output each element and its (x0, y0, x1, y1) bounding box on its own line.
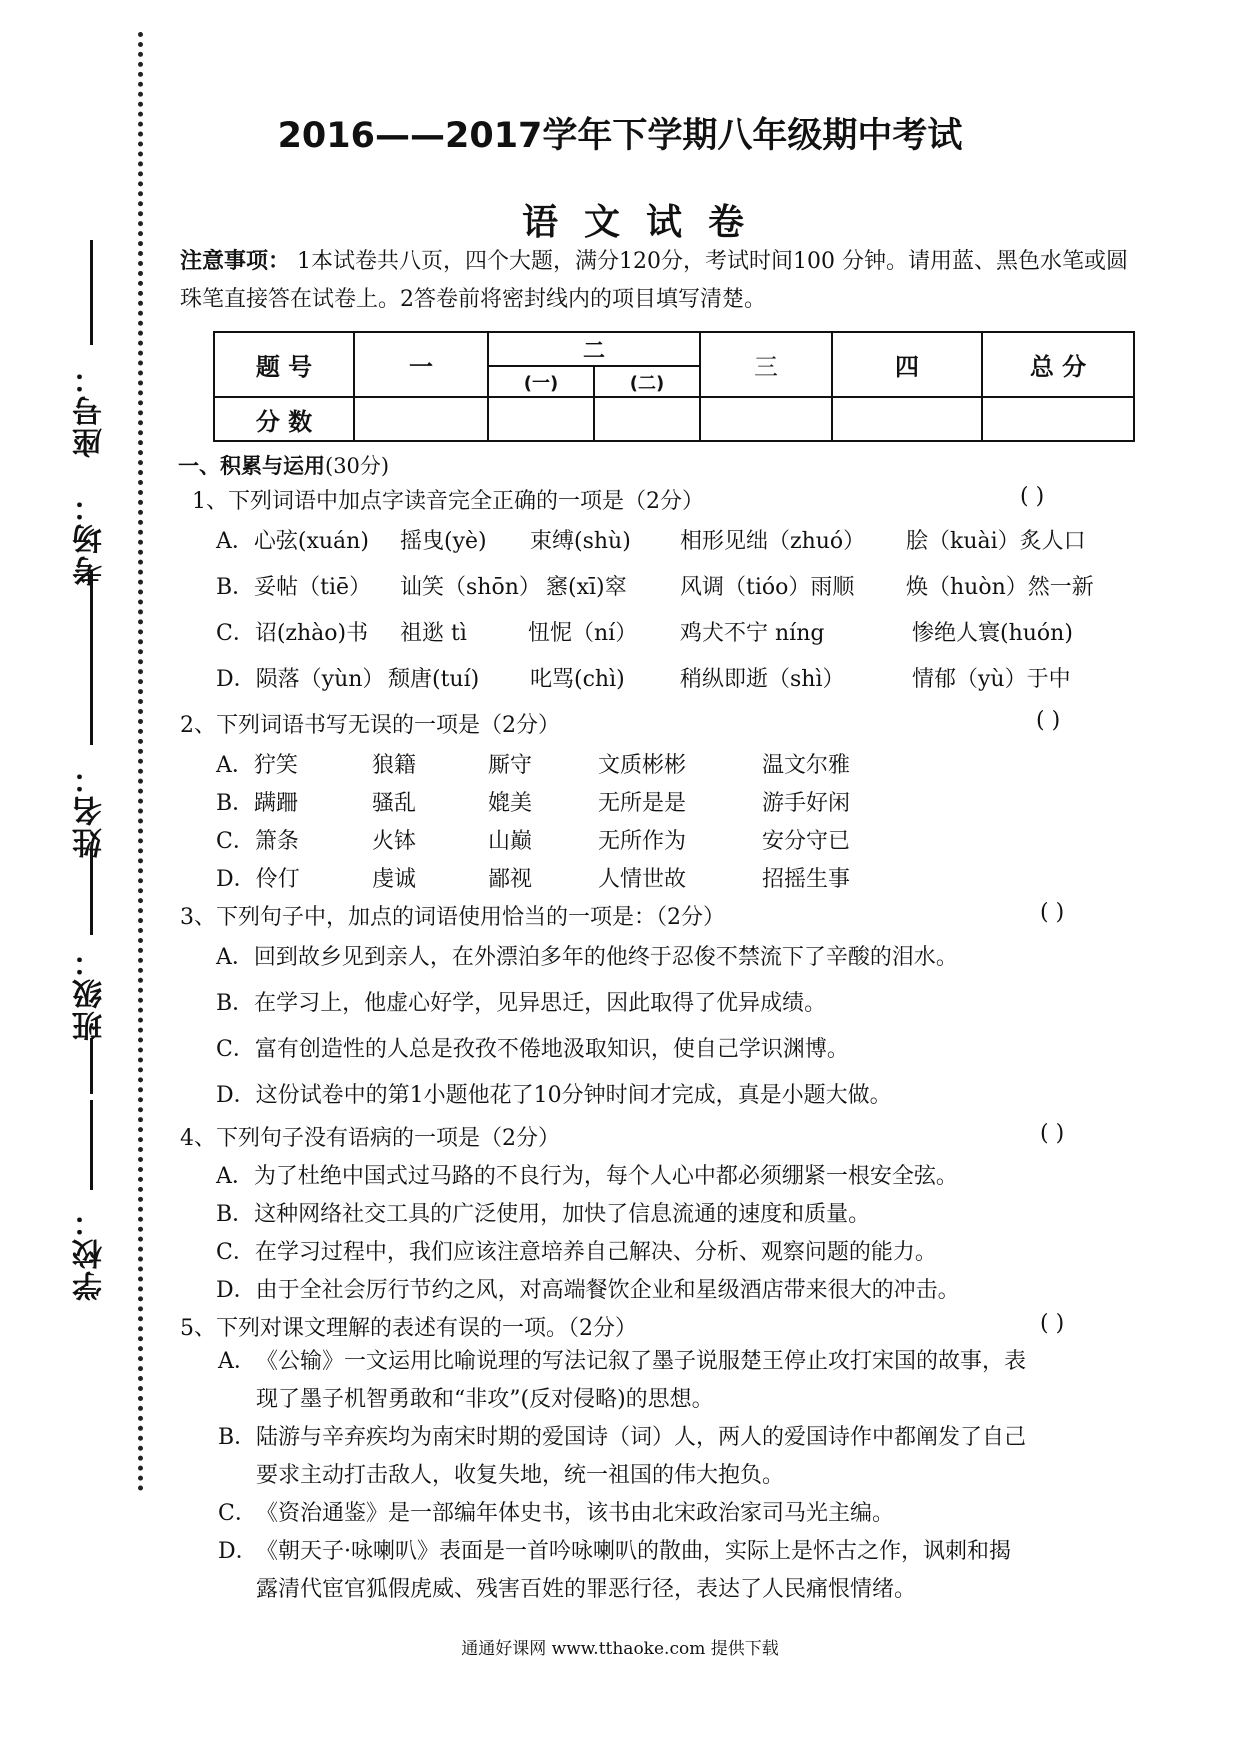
col-2b: (二) (594, 366, 700, 397)
q1-b-4: 风调（tióo）雨顺 (680, 575, 855, 600)
class-field[interactable] (56, 945, 126, 1041)
q4-option-c: C．在学习过程中，我们应该注意培养自己解决、分析、观察问题的能力。 (216, 1240, 937, 1265)
q1-c-5: 惨绝人寰(huón) (912, 621, 1073, 646)
col-4: 四 (832, 332, 982, 397)
q1-a-3: 束缚(shù) (530, 529, 631, 554)
name-label: 姓名： (73, 762, 108, 858)
q1-a-5: 脍（kuài）炙人口 (906, 529, 1086, 554)
exam-subtitle: 语文试卷 (521, 202, 770, 243)
question-3-stem: 3、下列句子中，加点的词语使用恰当的一项是：（2分） (180, 905, 725, 930)
col-total: 总 分 (982, 332, 1134, 397)
col-2: 二 (488, 332, 700, 366)
question-5-stem: 5、下列对课文理解的表述有误的一项。（2分） (180, 1316, 637, 1341)
question-4-answer[interactable]: ( ) (1040, 1121, 1065, 1146)
score-cell-1[interactable] (354, 397, 488, 441)
q2-a-5: 温文尔雅 (762, 753, 851, 778)
row-header-score: 分 数 (214, 397, 354, 441)
score-cell-2a[interactable] (488, 397, 594, 441)
q1-d-2: 颓唐(tuí) (388, 667, 480, 692)
q2-b-4: 无所是是 (598, 791, 687, 816)
q2-c-2: 火钵 (372, 829, 417, 854)
q1-c-3: 忸怩（ní） (528, 621, 638, 646)
class-label: 班级： (73, 945, 108, 1041)
q1-b-3: 窸(xī)窣 (546, 575, 627, 600)
q2-d-1: D．伶仃 (216, 867, 300, 892)
section-title: 一、积累与运用 (178, 454, 325, 478)
q2-d-2: 虔诚 (372, 867, 417, 892)
q1-a-2: 摇曳(yè) (400, 529, 487, 554)
question-1-stem: 1、下列词语中加点字读音完全正确的一项是（2分） (192, 489, 704, 514)
q2-d-5: 招摇生事 (762, 867, 851, 892)
question-2-stem: 2、下列词语书写无误的一项是（2分） (180, 713, 560, 738)
q2-b-5: 游手好闲 (762, 791, 851, 816)
q1-a-4: 相形见绌（zhuó） (680, 529, 866, 554)
name-field[interactable] (56, 762, 126, 858)
q2-d-3: 鄙视 (488, 867, 533, 892)
q2-d-4: 人情世故 (598, 867, 687, 892)
col-2a: (一) (488, 366, 594, 397)
footer-credit: 通通好课网 www.tthaoke.com 提供下载 (461, 1639, 779, 1659)
seal-line (138, 32, 143, 1492)
q5-option-c: C．《资治通鉴》是一部编年体史书，该书由北宋政治家司马光主编。 (218, 1501, 895, 1526)
seat-line (56, 240, 126, 345)
q1-c-4: 鸡犬不宁 níng (680, 621, 825, 646)
q2-c-4: 无所作为 (598, 829, 687, 854)
score-table (213, 331, 1135, 442)
q1-c-2: 祖逖 tì (400, 621, 467, 646)
seat-field[interactable] (56, 362, 126, 458)
notice-text: 1本试卷共八页，四个大题，满分120分，考试时间100 分钟。请用蓝、黑色水笔或圆珠笔直接答在试卷上。2答卷前将密封线内的项目填写清楚。 (180, 249, 1128, 312)
q1-b-1: B．妥帖（tiē） (216, 575, 372, 600)
q3-option-c: C．富有创造性的人总是孜孜不倦地汲取知识，使自己学识渊博。 (216, 1037, 849, 1062)
exam-room-line (56, 530, 126, 638)
q5-option-d: D．《朝天子·咏喇叭》表面是一首吟咏喇叭的散曲，实际上是怀古之作，讽刺和揭 露清代宦官狐假虎威、残害百姓的罪恶行径，表达了人民痛恨情绪。 (218, 1539, 1011, 1602)
q1-d-4: 稍纵即逝（shì） (680, 667, 845, 692)
school-label: 学校： (73, 1205, 108, 1301)
col-3: 三 (700, 332, 832, 397)
q2-c-1: C．箫条 (216, 829, 299, 854)
q2-b-2: 骚乱 (372, 791, 417, 816)
question-1-answer[interactable]: ( ) (1020, 484, 1045, 509)
seat-label: 座号： (73, 362, 108, 458)
q1-b-5: 焕（huòn）然一新 (906, 575, 1094, 600)
question-3-answer[interactable]: ( ) (1040, 900, 1065, 925)
q4-option-a: A．为了杜绝中国式过马路的不良行为，每个人心中都必须绷紧一根安全弦。 (216, 1164, 958, 1189)
exam-room-label: 考场： (73, 490, 108, 586)
q5-option-b: B．陆游与辛弃疾均为南宋时期的爱国诗（词）人，两人的爱国诗作中都阐发了自己 要求主动打击敌人，收复失地，统一祖国的伟大抱负。 (218, 1425, 1027, 1488)
q1-b-2: 讪笑（shōn） (400, 575, 541, 600)
q3-option-a: A．回到故乡见到亲人，在外漂泊多年的他终于忍俊不禁流下了辛酸的泪水。 (216, 945, 958, 970)
q2-a-2: 狼籍 (372, 753, 417, 778)
score-cell-total[interactable] (982, 397, 1134, 441)
q2-a-4: 文质彬彬 (598, 753, 687, 778)
q2-a-3: 厮守 (488, 753, 533, 778)
school-line (56, 1100, 126, 1190)
question-2-answer[interactable]: ( ) (1036, 708, 1061, 733)
class-line-upper (56, 850, 126, 935)
question-5-answer[interactable]: ( ) (1040, 1311, 1065, 1336)
section-heading (178, 450, 389, 480)
q2-b-1: B．蹒跚 (216, 791, 299, 816)
q1-d-1: D．陨落（yùn） (216, 667, 385, 692)
row-header-question: 题 号 (214, 332, 354, 397)
q2-c-5: 安分守已 (762, 829, 851, 854)
q2-b-3: 媲美 (488, 791, 533, 816)
score-cell-4[interactable] (832, 397, 982, 441)
q1-d-3: 叱骂(chì) (530, 667, 625, 692)
col-1: 一 (354, 332, 488, 397)
q2-a-1: A．狞笑 (216, 753, 298, 778)
question-4-stem: 4、下列句子没有语病的一项是（2分） (180, 1126, 560, 1151)
notice-label: 注意事项： (180, 249, 291, 274)
exam-title: 2016——2017学年下学期八年级期中考试 (277, 116, 963, 156)
q1-d-5: 情郁（yù）于中 (912, 667, 1071, 692)
name-line (56, 633, 126, 745)
q4-option-b: B．这种网络社交工具的广泛使用，加快了信息流通的速度和质量。 (216, 1202, 871, 1227)
notice (180, 243, 1140, 319)
class-line (56, 1038, 126, 1094)
q1-a-1: A．心弦(xuán) (216, 529, 369, 554)
q1-c-1: C．诏(zhào)书 (216, 621, 369, 646)
score-cell-3[interactable] (700, 397, 832, 441)
q3-option-d: D．这份试卷中的第1小题他花了10分钟时间才完成，真是小题大做。 (216, 1083, 892, 1108)
section-points: (30分) (325, 454, 390, 478)
school-field[interactable] (56, 1205, 126, 1301)
q3-option-b: B．在学习上，他虚心好学，见异思迁，因此取得了优异成绩。 (216, 991, 827, 1016)
q2-c-3: 山巅 (488, 829, 533, 854)
q5-option-a: A．《公输》一文运用比喻说理的写法记叙了墨子说服楚王停止攻打宋国的故事，表 现了墨子机智勇敢和“非攻”(反对侵略)的思想。 (218, 1349, 1027, 1412)
q4-option-d: D．由于全社会厉行节约之风，对高端餐饮企业和星级酒店带来很大的冲击。 (216, 1278, 960, 1303)
score-cell-2b[interactable] (594, 397, 700, 441)
